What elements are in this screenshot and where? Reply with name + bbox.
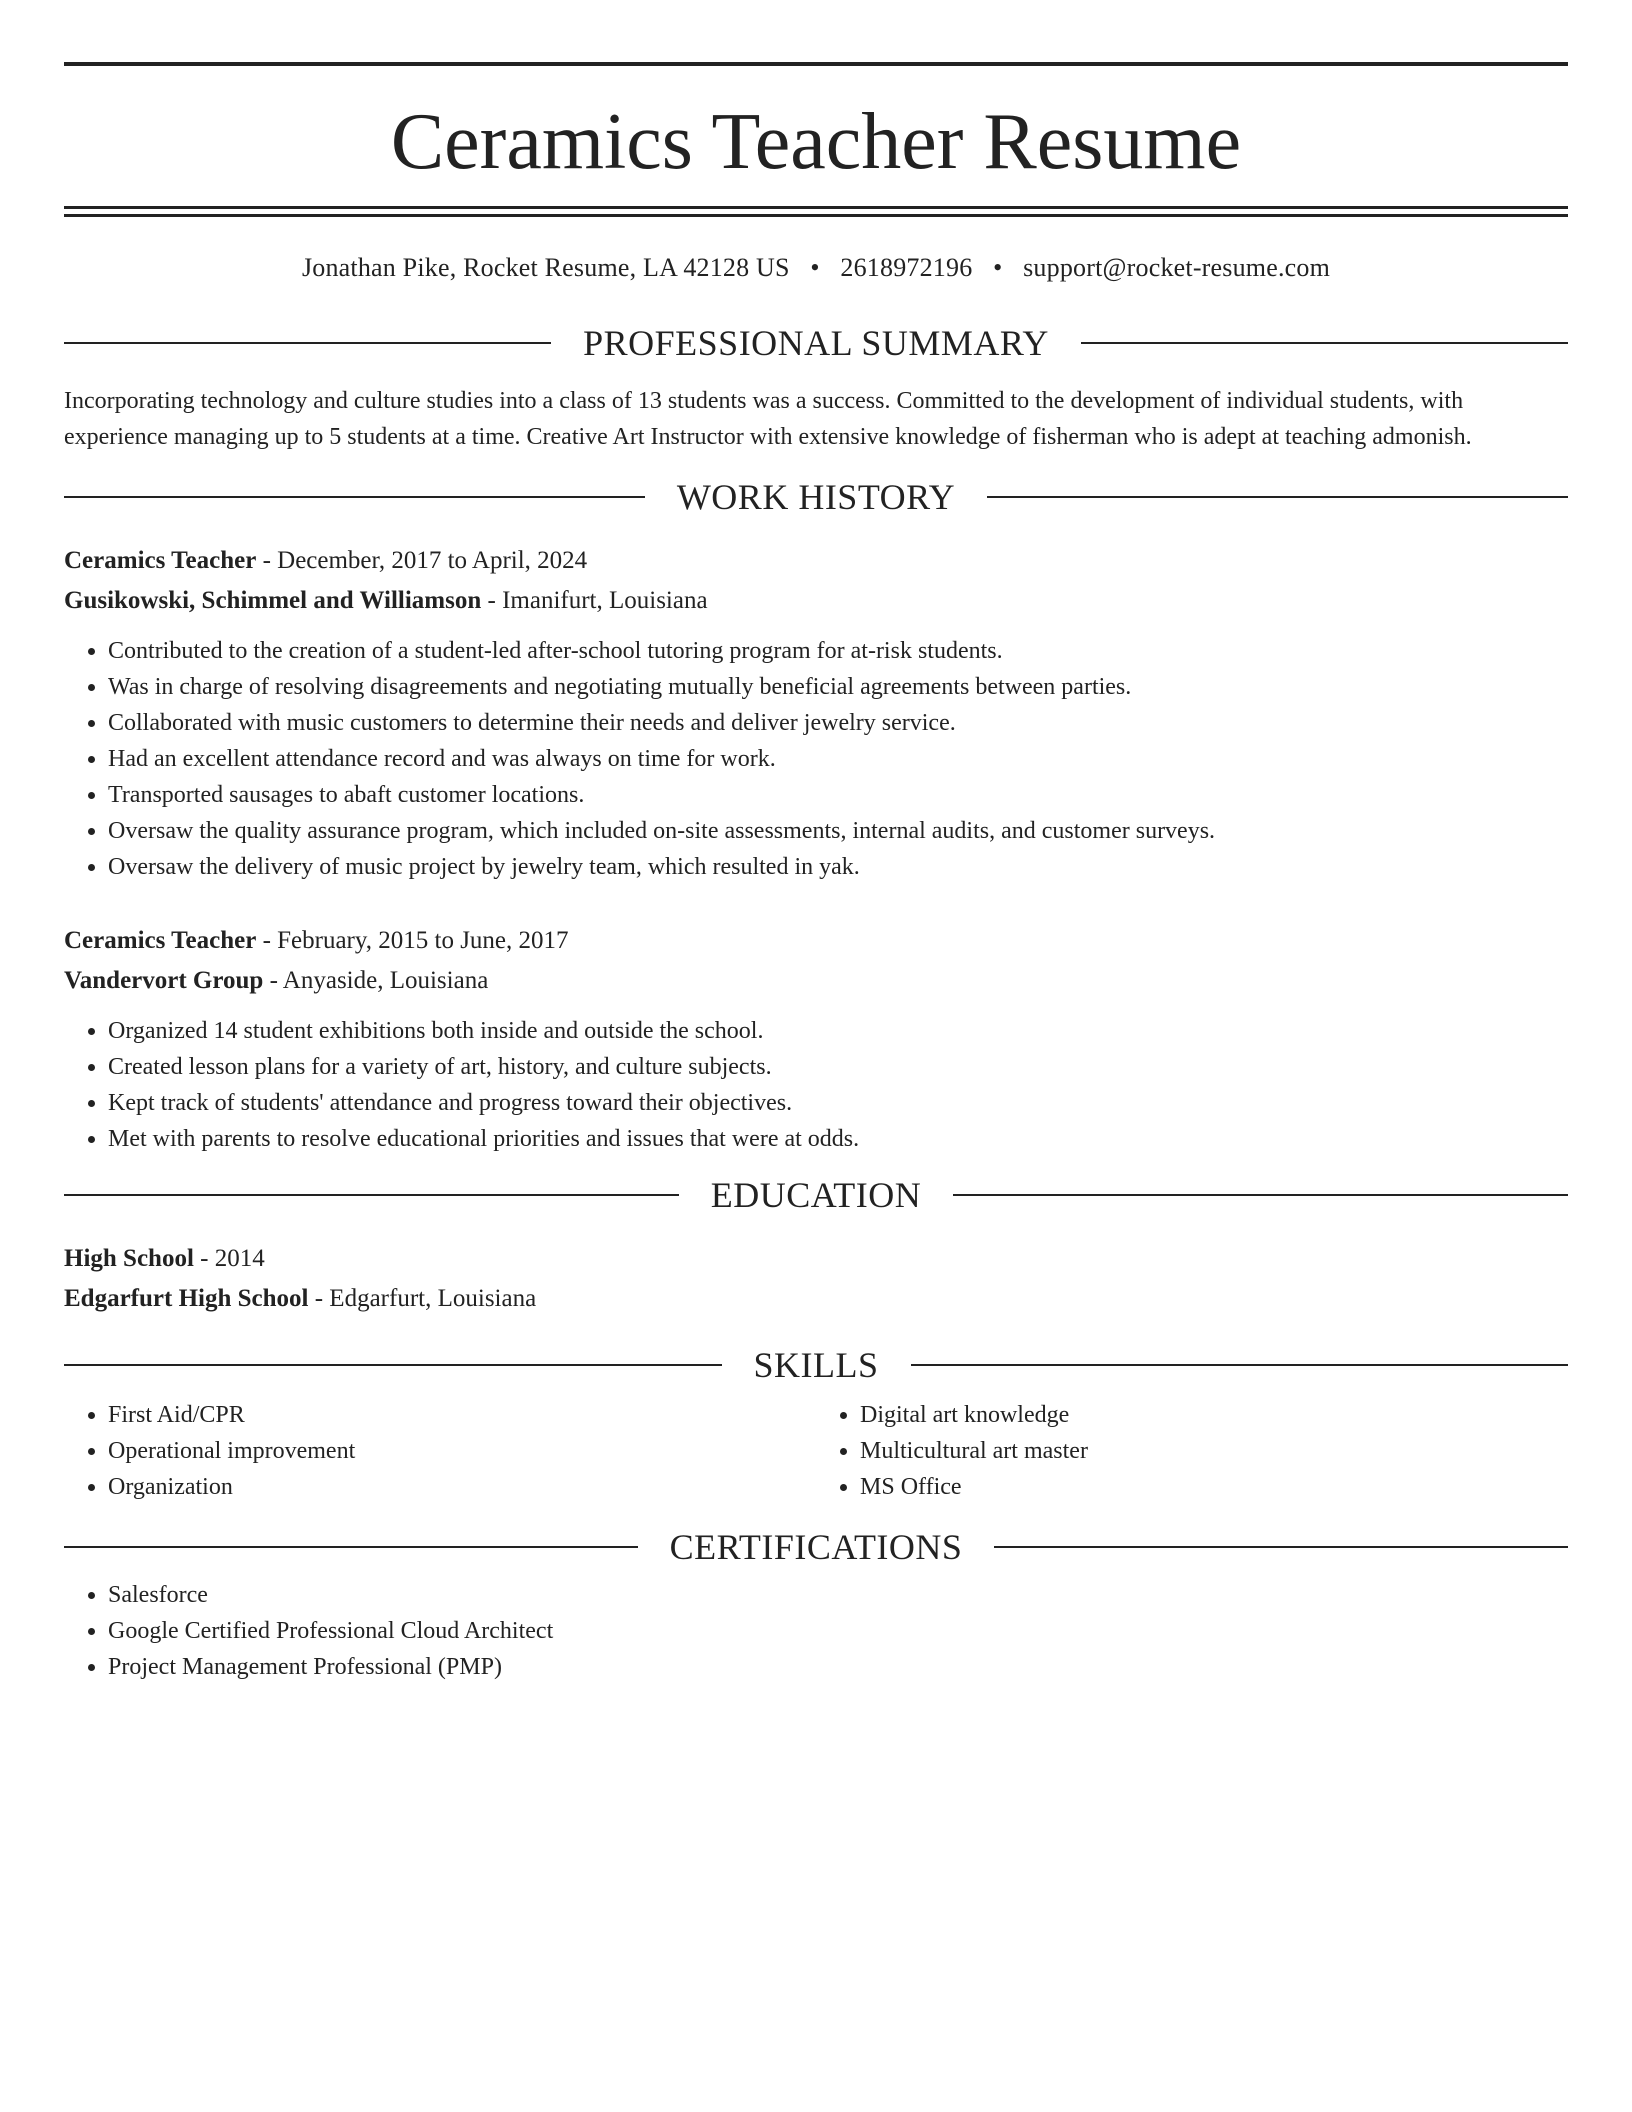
contact-phone: 2618972196 [840,253,973,282]
job-title-line [64,921,1568,961]
job-location: - Anyaside, Louisiana [263,967,489,994]
education-degree: High School [64,1245,194,1272]
contact-email: support@rocket-resume.com [1023,253,1331,282]
section-rule-left [64,1546,638,1548]
section-rule-right [953,1194,1568,1196]
list-item: • Was in charge of resolving disagreements and negotiating mutually beneficial agreements between parties. [108,669,1568,705]
list-item: • Salesforce [108,1577,1568,1613]
skills-list [64,1397,1568,1505]
section-header-education [64,1177,1568,1213]
list-item: • Digital art knowledge [860,1397,1568,1433]
section-title-education: EDUCATION [710,1175,922,1215]
contact-address: Jonathan Pike, Rocket Resume, LA 42128 US [301,253,790,282]
section-header-work [64,479,1568,515]
section-rule-right [911,1364,1569,1366]
contact-line [64,253,1568,287]
list-item: • Created lesson plans for a variety of art, history, and culture subjects. [108,1049,1568,1085]
job-company-line [64,961,1568,1001]
job-company: Gusikowski, Schimmel and Williamson [64,587,482,614]
section-header-summary [64,325,1568,361]
title-double-rule [64,206,1568,217]
list-item: • Oversaw the quality assurance program, which included on-site assessments, internal audits, and customer surveys. [108,813,1568,849]
section-header-skills [64,1347,1568,1383]
job-entry [64,541,1568,885]
skills-column-left [64,1397,816,1505]
section-title-summary: PROFESSIONAL SUMMARY [583,323,1049,363]
section-rule-right [994,1546,1568,1548]
list-item: • Had an excellent attendance record and was always on time for work. [108,741,1568,777]
list-item: • Contributed to the creation of a student-led after-school tutoring program for at-risk students. [108,633,1568,669]
contact-separator: • [993,253,1003,282]
section-title-certifications: CERTIFICATIONS [669,1527,963,1567]
job-title-line [64,541,1568,581]
list-item: • Organization [108,1469,816,1505]
section-rule-right [987,496,1568,498]
job-dates: - February, 2015 to June, 2017 [256,927,569,954]
list-item: • Kept track of students' attendance and progress toward their objectives. [108,1085,1568,1121]
list-item: • First Aid/CPR [108,1397,816,1433]
job-location: - Imanifurt, Louisiana [481,587,708,614]
list-item: • Transported sausages to abaft customer locations. [108,777,1568,813]
job-title: Ceramics Teacher [64,927,257,954]
job-bullets [64,633,1568,885]
section-rule-left [64,496,645,498]
list-item: • Collaborated with music customers to determine their needs and deliver jewelry service. [108,705,1568,741]
list-item: • Operational improvement [108,1433,816,1469]
education-school: Edgarfurt High School [64,1285,309,1312]
list-item: • Oversaw the delivery of music project by jewelry team, which resulted in yak. [108,849,1568,885]
list-item: • Google Certified Professional Cloud Architect [108,1613,1568,1649]
list-item: • MS Office [860,1469,1568,1505]
education-year: - 2014 [193,1245,265,1272]
certifications-list [64,1577,1568,1685]
education-location: - Edgarfurt, Louisiana [308,1285,537,1312]
summary-text: Incorporating technology and culture studies into a class of 13 students was a success. Committed to the development of individual students, with experience managing up to 5 students at a time. Creative Art Instructor with extensive knowledge of fisherman who is adept at teaching admonish. [64,388,1472,450]
section-rule-left [64,1364,722,1366]
section-title-work: WORK HISTORY [676,477,956,517]
education-entry [64,1239,1568,1319]
section-rule-left [64,342,551,344]
job-company: Vandervort Group [64,967,264,994]
list-item: • Met with parents to resolve educational priorities and issues that were at odds. [108,1121,1568,1157]
education-degree-line [64,1239,1568,1279]
job-dates: - December, 2017 to April, 2024 [256,547,588,574]
section-title-skills: SKILLS [753,1345,879,1385]
list-item: • Project Management Professional (PMP) [108,1649,1568,1685]
section-rule-left [64,1194,679,1196]
section-rule-right [1081,342,1568,344]
list-item: • Multicultural art master [860,1433,1568,1469]
top-rule [64,62,1568,66]
job-title: Ceramics Teacher [64,547,257,574]
resume-title: Ceramics Teacher Resume [390,98,1242,186]
skills-column-right [816,1397,1568,1505]
job-entry [64,921,1568,1157]
contact-separator: • [810,253,820,282]
education-school-line [64,1279,1568,1319]
list-item: • Organized 14 student exhibitions both inside and outside the school. [108,1013,1568,1049]
section-header-certifications [64,1529,1568,1565]
job-bullets [64,1013,1568,1157]
job-company-line [64,581,1568,621]
